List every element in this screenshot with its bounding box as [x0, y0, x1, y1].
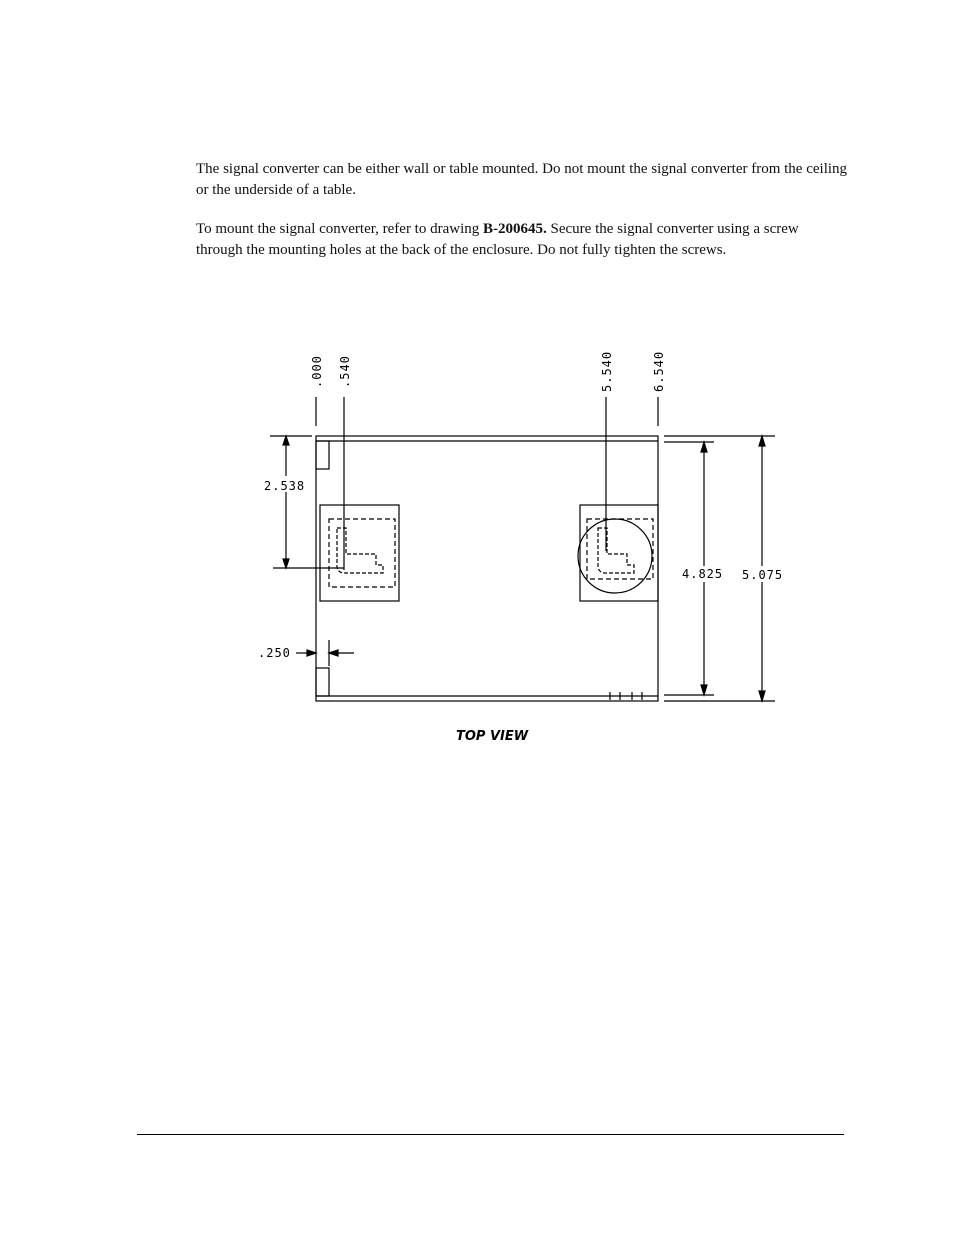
dim-label-000: .000 [310, 355, 324, 388]
dim-label-5540: 5.540 [600, 350, 614, 392]
dim-label-5075: 5.075 [742, 568, 784, 582]
mounting-text-end: Secure the signal converter using a screw through the mounting holes at the back of the enclosure. Do not fully tighten the screws. [196, 221, 799, 258]
dim-label-2538: 2.538 [264, 479, 306, 493]
drawing-caption: TOP VIEW [456, 729, 529, 744]
top-view-drawing [240, 340, 800, 750]
mounting-paragraph [196, 219, 848, 261]
right-mount-circle [578, 519, 652, 593]
right-keyhole [598, 528, 634, 573]
dim-label-4825: 4.825 [682, 567, 724, 581]
drawing-reference: B-200645. [483, 221, 547, 237]
dim-label-250: .250 [258, 646, 291, 660]
mounting-text-start: To mount the signal converter, refer to drawing [196, 221, 484, 237]
dim-label-6540: 6.540 [652, 350, 666, 392]
dim-label-540: .540 [338, 355, 352, 388]
enclosure-outline [316, 436, 658, 701]
intro-paragraph: The signal converter can be either wall or table mounted. Do not mount the signal converter from the ceiling or the underside of a table. [196, 161, 848, 198]
footer-rule [137, 1134, 844, 1135]
